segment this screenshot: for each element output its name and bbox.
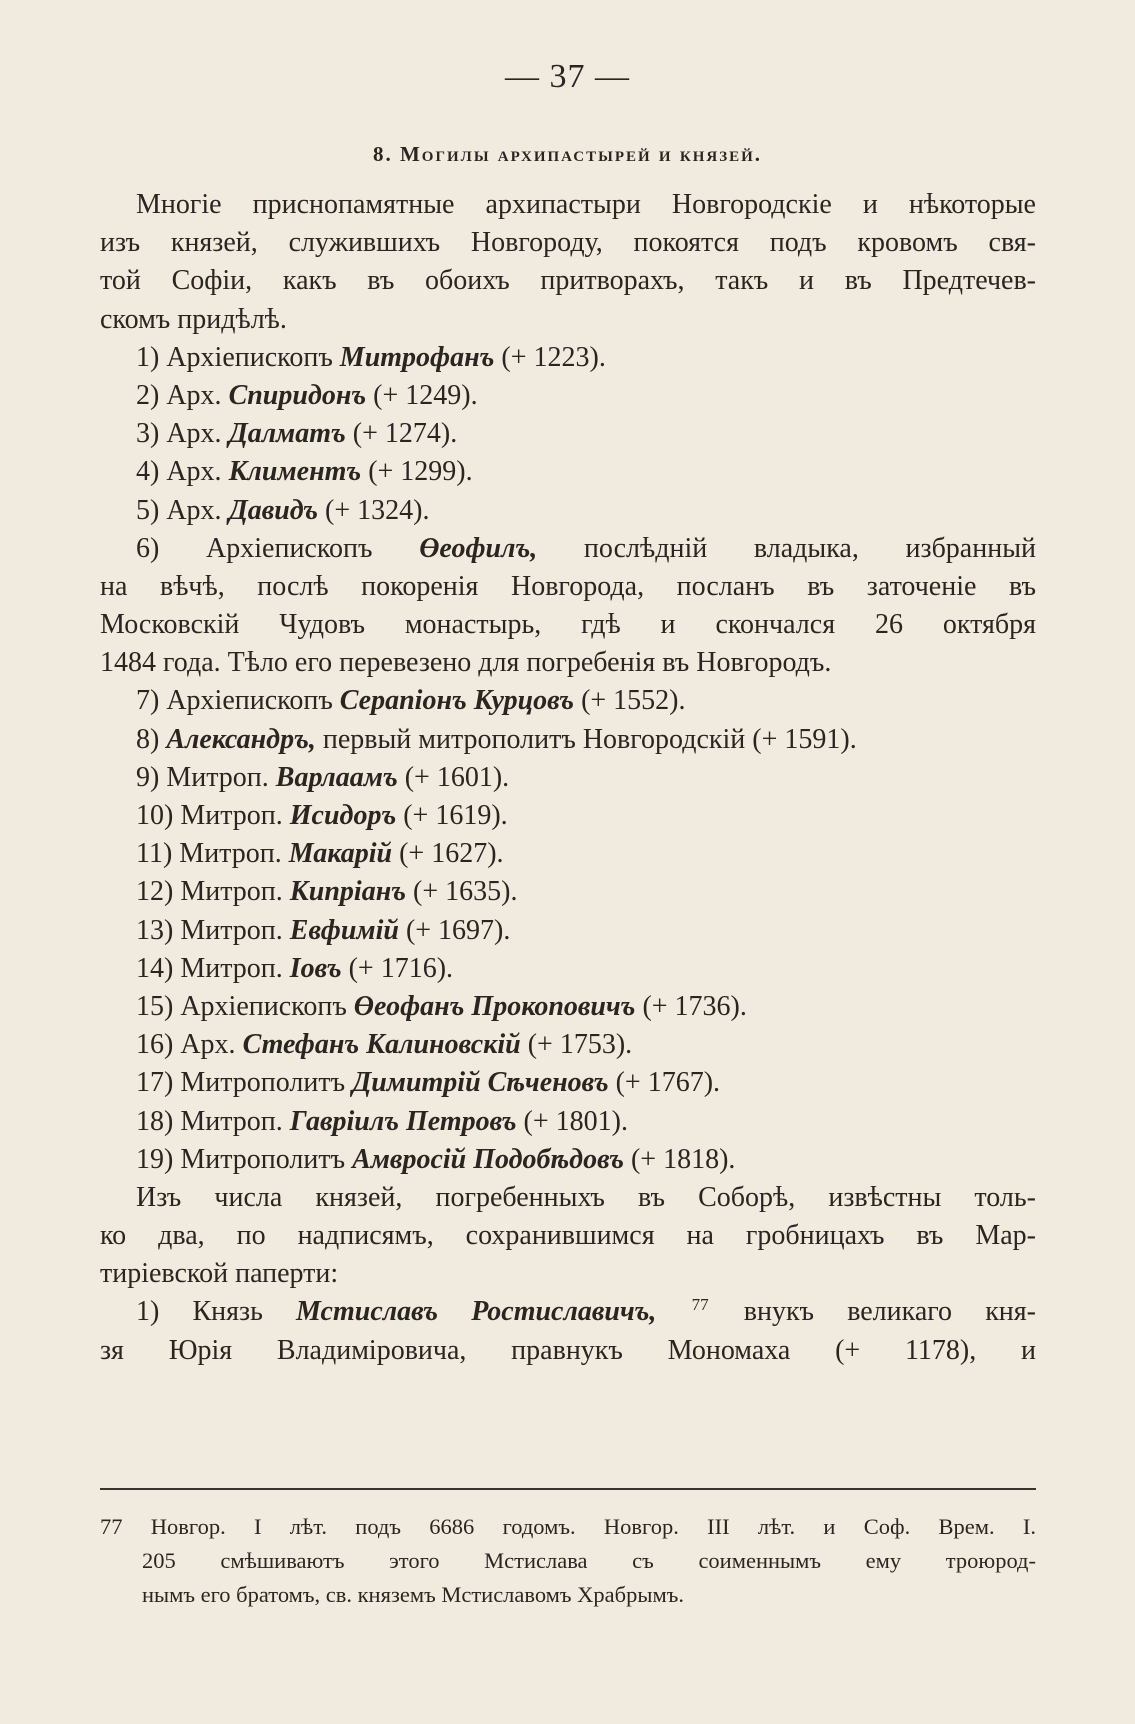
- burial-item: [100, 1026, 1036, 1064]
- footnote-line: нымъ его братомъ, св. княземъ Мстиславомъ Храбрымъ.: [142, 1582, 684, 1607]
- prince-line: зя Юрія Владиміровича, правнукъ Мономаха (+ 1178), и: [100, 1334, 1036, 1366]
- burial-title: Митроп.: [180, 914, 283, 946]
- burial-item: [100, 1103, 1036, 1141]
- burial-tail: (+ 1619).: [403, 800, 508, 831]
- burial-title: Митроп.: [180, 952, 283, 984]
- burial-item: [100, 912, 1036, 950]
- burial-name: Митрофанъ: [339, 341, 495, 373]
- burial-number: 19): [136, 1143, 174, 1175]
- burial-tail: первый митрополитъ Новгородскій (+ 1591).: [322, 723, 857, 755]
- burial-tail: (+ 1627).: [399, 838, 504, 870]
- burial-title: Арх.: [166, 379, 222, 411]
- burial-number: 13): [136, 914, 174, 946]
- burial-number: 12): [136, 876, 174, 908]
- burial-title: Митроп.: [180, 800, 283, 831]
- burial-title: Митроп.: [180, 1105, 283, 1137]
- theophil-line: 1484 года. Тѣло его перевезено для погребенія въ Новгородъ.: [100, 647, 832, 679]
- burial-name: Амвросій Подобѣдовъ: [352, 1143, 624, 1175]
- burial-tail: (+ 1552).: [581, 685, 686, 717]
- burial-number: 16): [136, 1029, 174, 1061]
- burial-number: 2): [136, 379, 160, 411]
- burial-number: 17): [136, 1067, 174, 1099]
- burial-name: Өеофилъ,: [419, 532, 538, 564]
- burial-number: 9): [136, 761, 160, 793]
- footnote-line: 205 смѣшиваютъ этого Мстислава съ соименнымъ ему троюрод-: [142, 1548, 1036, 1573]
- burial-number: 6): [136, 532, 160, 564]
- burial-tail: (+ 1324).: [325, 494, 430, 526]
- burial-name: Климентъ: [228, 456, 362, 488]
- burial-tail: (+ 1818).: [630, 1143, 736, 1175]
- burial-number: 3): [136, 418, 160, 450]
- burial-title: Митроп.: [166, 761, 269, 793]
- burial-name: Өеофанъ Прокоповичъ: [353, 990, 636, 1022]
- burial-title: Архіепископъ: [166, 685, 333, 717]
- burial-item: [100, 415, 1036, 453]
- burial-name: Александръ,: [166, 723, 316, 755]
- burial-tail: (+ 1635).: [413, 876, 518, 908]
- burial-tail: (+ 1249).: [373, 379, 478, 411]
- burial-number: 5): [136, 494, 160, 526]
- burial-name: Стефанъ Калиновскій: [242, 1029, 521, 1061]
- burial-number: 10): [136, 800, 174, 831]
- burial-number: 11): [136, 838, 173, 870]
- burial-item: [100, 377, 1036, 415]
- footnote-line: 77 Новгор. I лѣт. подъ 6686 годомъ. Новгор. III лѣт. и Соф. Врем. I.: [100, 1514, 1036, 1539]
- intro-line: изъ князей, служившихъ Новгороду, покоятся подъ кровомъ свя-: [100, 227, 1036, 259]
- burial-tail: (+ 1697).: [405, 914, 511, 946]
- theophil-line: на вѣчѣ, послѣ покоренія Новгорода, посланъ въ заточеніе въ: [100, 570, 1036, 602]
- burial-number: 4): [136, 456, 160, 488]
- burial-title: Арх.: [166, 418, 222, 450]
- burial-title: Арх.: [166, 494, 222, 526]
- burial-name: Варлаамъ: [275, 761, 398, 793]
- burial-tail: (+ 1223).: [501, 341, 606, 373]
- intro-line: Многіе приснопамятные архипастыри Новгородскіе и нѣкоторые: [136, 189, 1036, 220]
- burial-rest: послѣдній владыка, избранный: [583, 532, 1036, 564]
- princes-intro-line: ко два, по надписямъ, сохранившимся на гробницахъ въ Мар-: [100, 1220, 1036, 1252]
- burial-item: [100, 492, 1036, 530]
- burial-item: [100, 453, 1036, 491]
- burial-tail: (+ 1716).: [348, 952, 454, 984]
- burial-name: Димитрій Сѣченовъ: [352, 1067, 609, 1099]
- burial-title: Арх.: [180, 1029, 236, 1061]
- burial-name: Евфимій: [289, 914, 399, 946]
- burial-number: 18): [136, 1105, 174, 1137]
- burial-title: Архіепископъ: [180, 990, 347, 1022]
- burial-item: [100, 835, 1036, 873]
- prince-rest: внукъ великаго кня-: [743, 1296, 1036, 1328]
- burial-tail: (+ 1753).: [527, 1029, 633, 1061]
- burial-item: [100, 797, 1036, 835]
- burial-tail: (+ 1801).: [523, 1105, 628, 1137]
- princes-intro-line: тиріевской паперти:: [100, 1258, 339, 1290]
- section-heading: 8. Могилы архипастырей и князей.: [372, 142, 763, 166]
- burial-title: Архіепископъ: [166, 341, 333, 373]
- intro-line: скомъ придѣлѣ.: [100, 303, 287, 335]
- burial-item: [100, 1141, 1036, 1179]
- burial-list-2: [100, 682, 1036, 1178]
- burial-item: [100, 873, 1036, 911]
- burial-number: 8): [136, 723, 160, 755]
- burial-name: Далматъ: [228, 418, 346, 450]
- prince-name: Мстиславъ Ростиславичъ,: [296, 1296, 657, 1328]
- prince-title: Князь: [192, 1296, 263, 1328]
- page-body: [100, 186, 1036, 1370]
- burial-item: [100, 988, 1036, 1026]
- burial-title: Архіепископъ: [206, 532, 373, 564]
- burial-number: 7): [136, 685, 160, 717]
- burial-item: [100, 682, 1036, 720]
- intro-line: той Софіи, какъ въ обоихъ притворахъ, такъ и въ Предтечев-: [100, 265, 1036, 297]
- burial-number: 15): [136, 990, 174, 1022]
- theophil-line: Московскій Чудовъ монастырь, гдѣ и скончался 26 октября: [100, 609, 1036, 641]
- burial-name: Кипріанъ: [289, 876, 406, 908]
- prince-number: 1): [136, 1296, 160, 1328]
- burial-tail: (+ 1299).: [368, 456, 473, 488]
- burial-item: [100, 950, 1036, 988]
- burial-name: Гавріилъ Петровъ: [289, 1105, 517, 1137]
- burial-title: Митрополитъ: [180, 1143, 346, 1175]
- burial-title: Митроп.: [180, 876, 283, 908]
- burial-item: [100, 339, 1036, 377]
- burial-name: Макарій: [288, 838, 393, 870]
- page-number: — 37 —: [505, 58, 630, 95]
- burial-number: 14): [136, 952, 174, 984]
- burial-name: Спиридонъ: [228, 379, 367, 411]
- burial-name: Давидъ: [228, 494, 319, 526]
- burial-title: Арх.: [166, 456, 222, 488]
- burial-tail: (+ 1767).: [615, 1067, 721, 1099]
- footnote-divider: [100, 1488, 1036, 1490]
- footnote-ref: 77: [691, 1295, 709, 1315]
- burial-tail: (+ 1274).: [352, 418, 458, 450]
- burial-title: Митрополитъ: [180, 1067, 346, 1099]
- burial-item: [100, 721, 1036, 759]
- prince-item: [100, 1293, 1036, 1331]
- burial-number: 1): [136, 341, 160, 373]
- burial-list: [100, 339, 1036, 530]
- burial-item-theophil: [100, 530, 1036, 568]
- burial-item: [100, 1064, 1036, 1102]
- burial-item: [100, 759, 1036, 797]
- burial-tail: (+ 1601).: [404, 761, 510, 793]
- burial-name: Серапіонъ Курцовъ: [339, 685, 575, 717]
- footnote: [100, 1510, 1036, 1612]
- burial-title: Митроп.: [179, 838, 282, 870]
- burial-name: Іовъ: [289, 952, 342, 984]
- burial-tail: (+ 1736).: [642, 990, 747, 1022]
- burial-name: Исидоръ: [289, 800, 397, 831]
- princes-intro-line: Изъ числа князей, погребенныхъ въ Соборѣ, извѣстны толь-: [136, 1181, 1036, 1213]
